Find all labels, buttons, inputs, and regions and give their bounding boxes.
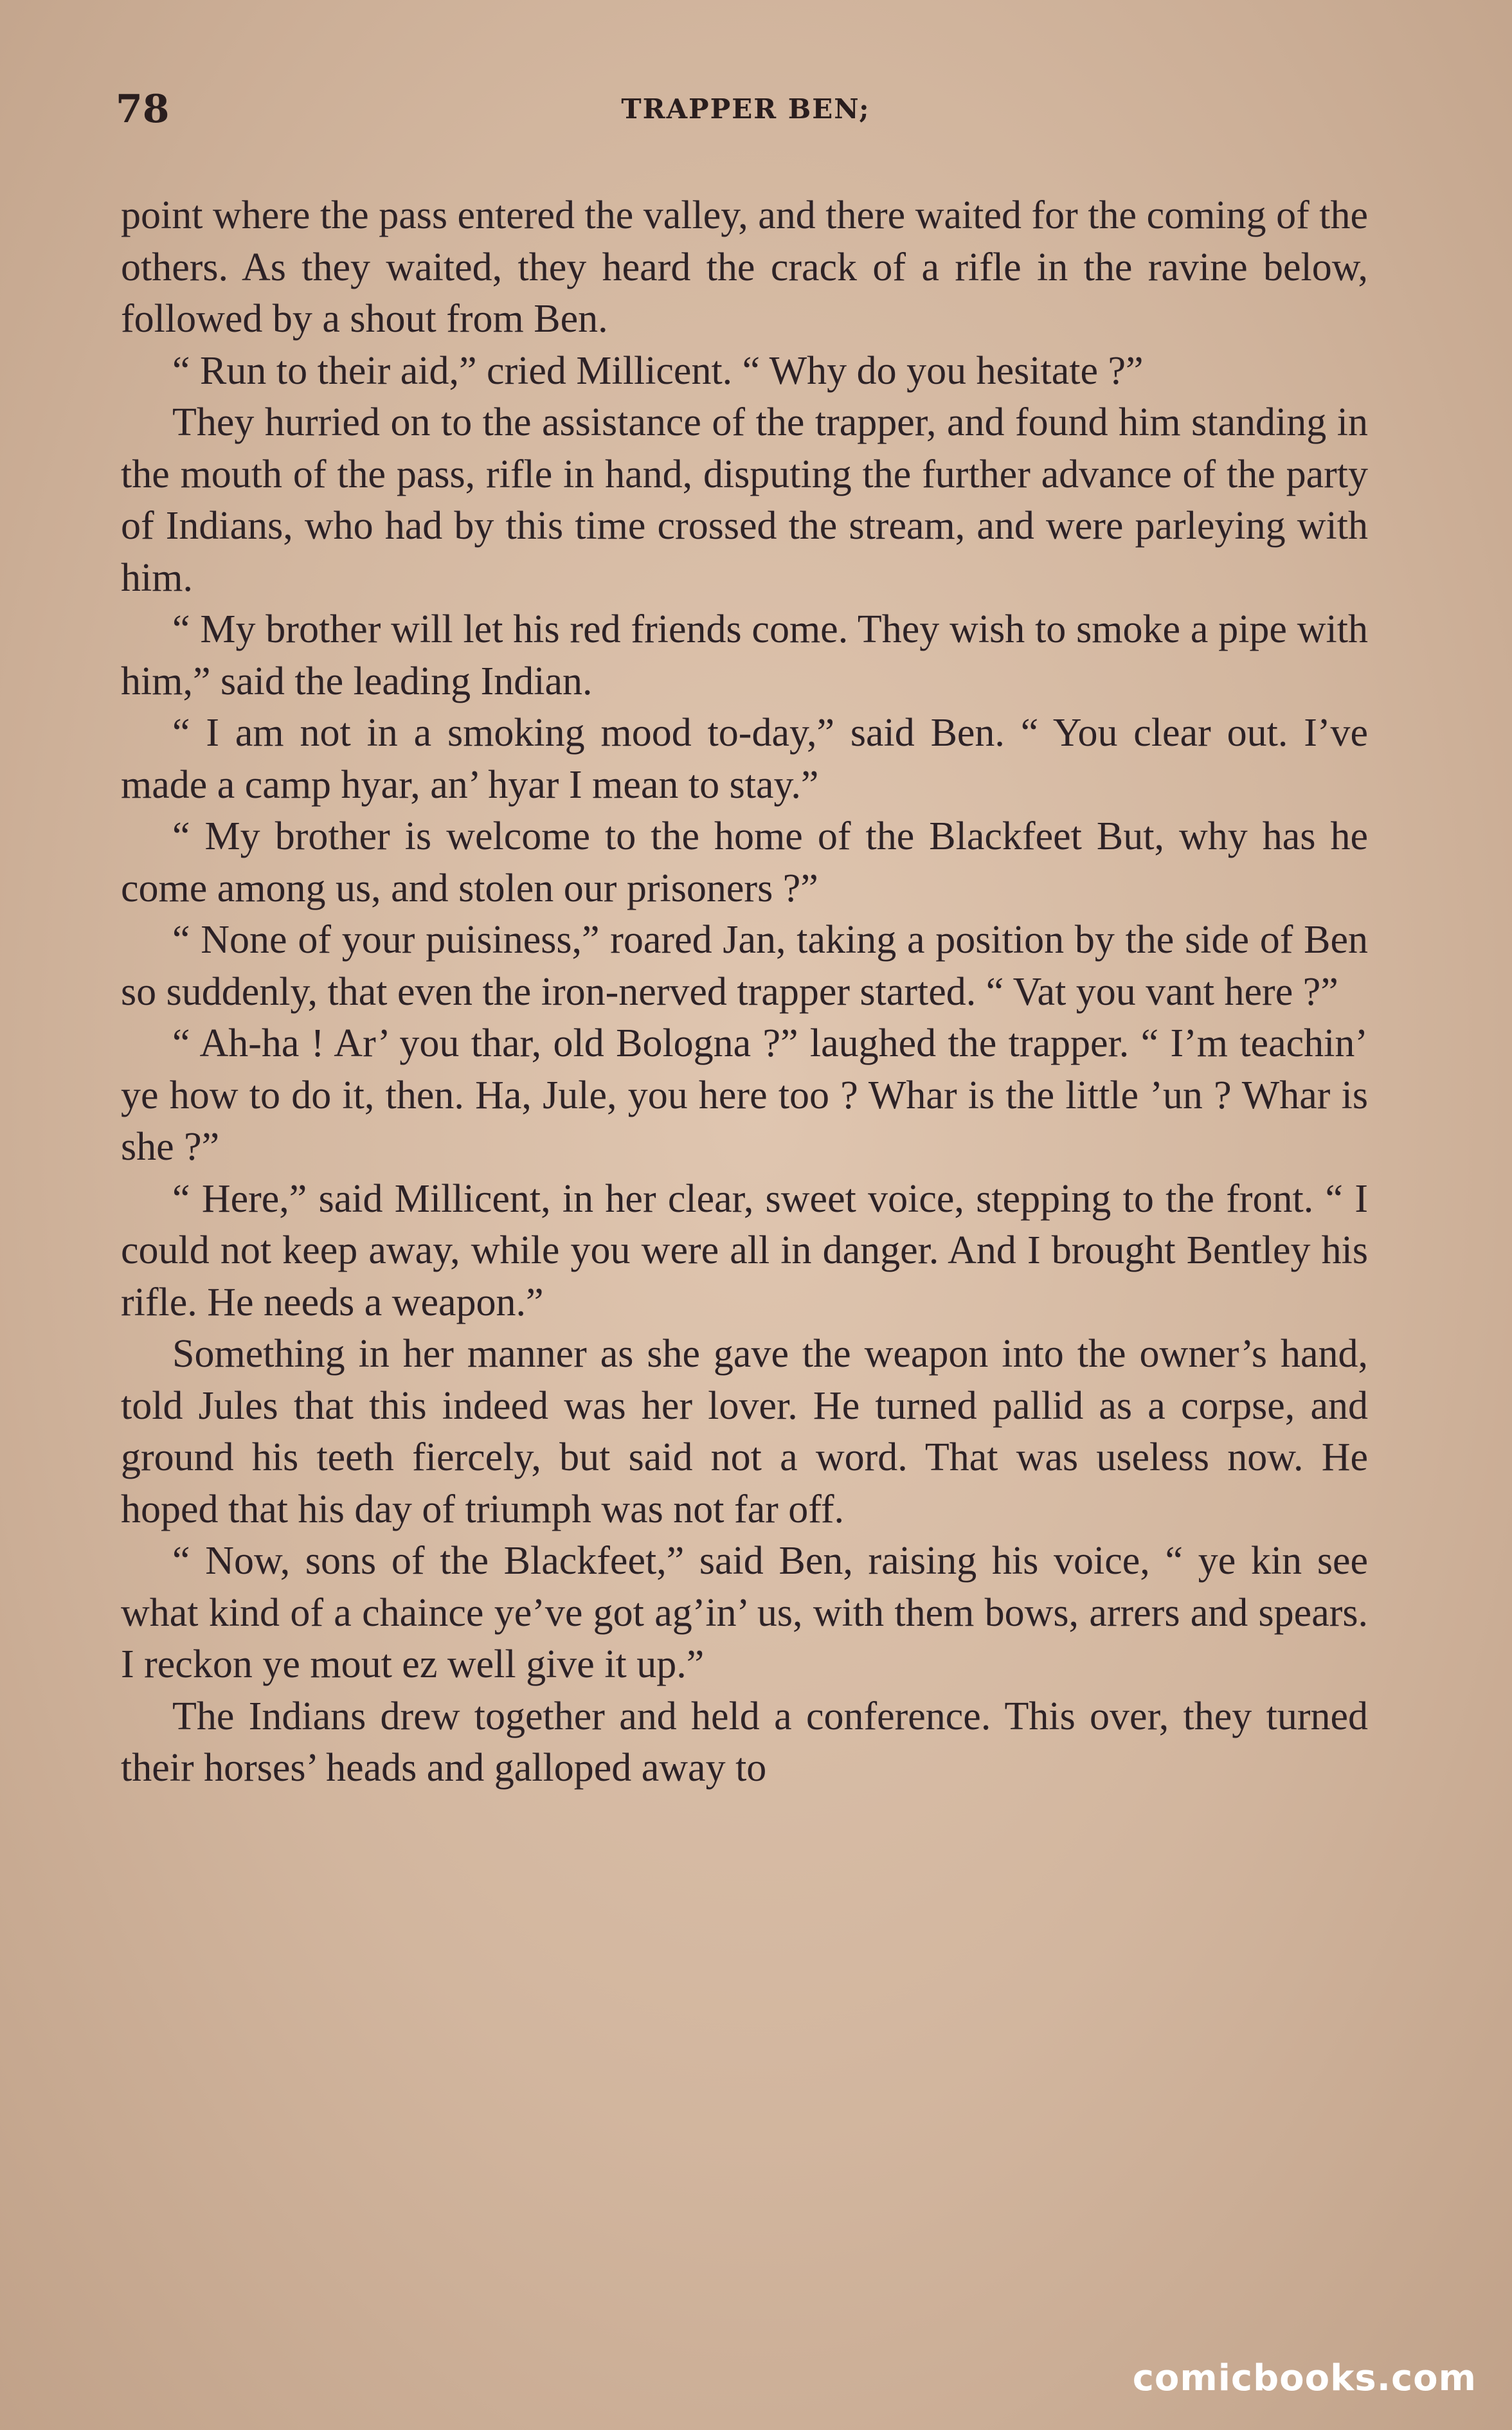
watermark: comicbooks.com: [1132, 2357, 1477, 2399]
page-number: 78: [116, 87, 170, 132]
paragraph: “ I am not in a smoking mood to-day,” said Ben. “ You clear out. I’ve made a camp hyar, an’ hyar I mean to stay.”: [121, 711, 1368, 807]
body-text: [121, 190, 1368, 1794]
paragraph: They hurried on to the assistance of the trapper, and found him standing in the mouth of the pass, rifle in hand, disputing the further advance of the party of Indians, who had by this time crossed the stream, and were parleying with him.: [121, 401, 1368, 600]
paragraph: The Indians drew together and held a conference. This over, they turned their horses’ heads and galloped away to: [121, 1694, 1368, 1790]
paragraph: Something in her manner as she gave the weapon into the owner’s hand, told Jules that this indeed was her lover. He turned pallid as a corpse, and ground his teeth fiercely, but said not a word. That was useless now. He hoped that his day of triumph was not far off.: [121, 1332, 1368, 1531]
paragraph: “ Ah-ha ! Ar’ you thar, old Bologna ?” laughed the trapper. “ I’m teachin’ ye how to do it, then. Ha, Jule, you here too ? Whar is the little ’un ? Whar is she ?”: [121, 1022, 1368, 1169]
page-header: [116, 87, 1376, 145]
paragraph: “ My brother will let his red friends come. They wish to smoke a pipe with him,” said the leading Indian.: [121, 608, 1368, 703]
paragraph: point where the pass entered the valley, and there waited for the coming of the others. As they waited, they heard the crack of a rifle in the ravine below, followed by a shout from Ben.: [121, 194, 1368, 341]
paragraph: “ Run to their aid,” cried Millicent. “ Why do you hesitate ?”: [172, 348, 1144, 393]
paragraph: “ My brother is welcome to the home of the Blackfeet But, why has he come among us, and stolen our prisoners ?”: [121, 815, 1368, 910]
running-head: TRAPPER BEN;: [621, 93, 870, 125]
paragraph: “ Now, sons of the Blackfeet,” said Ben, raising his voice, “ ye kin see what kind of a chaince ye’ve got ag’in’ us, with them bows, arrers and spears. I reckon ye mout ez well give it up.”: [121, 1539, 1368, 1686]
paragraph: “ Here,” said Millicent, in her clear, sweet voice, stepping to the front. “ I could not keep away, while you were all in danger. And I brought Bentley his rifle. He needs a weapon.”: [121, 1176, 1368, 1324]
paragraph: “ None of your puisiness,” roared Jan, taking a position by the side of Ben so suddenly, that even the iron-nerved trapper started. “ Vat you vant here ?”: [121, 918, 1368, 1014]
